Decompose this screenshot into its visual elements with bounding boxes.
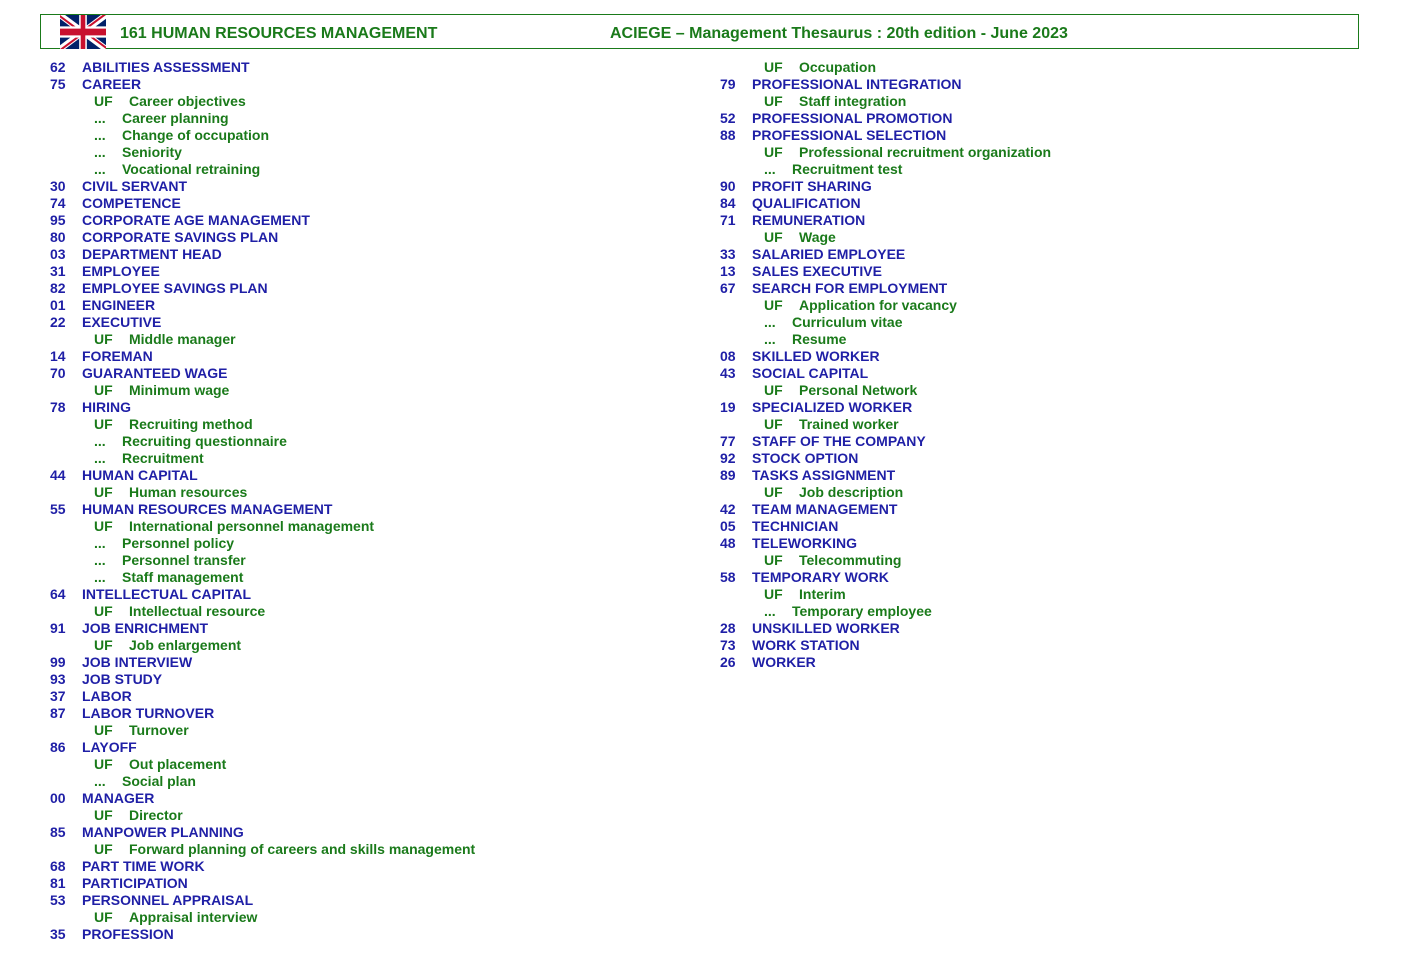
- non-preferred-term: Turnover: [129, 722, 189, 738]
- publication-info: ACIEGE – Management Thesaurus : 20th edition - June 2023: [610, 25, 1068, 42]
- term-label[interactable]: LAYOFF: [82, 739, 137, 755]
- non-preferred-term: Recruiting questionnaire: [122, 433, 287, 449]
- non-preferred-term: Forward planning of careers and skills management: [129, 841, 476, 857]
- continuation-marker: ...: [764, 314, 776, 330]
- uf-marker: UF: [94, 518, 113, 534]
- non-preferred-term: Telecommuting: [799, 552, 902, 568]
- non-preferred-term: Resume: [792, 331, 847, 347]
- term-code: 53: [50, 892, 66, 908]
- non-preferred-term: Intellectual resource: [129, 603, 266, 619]
- term-label[interactable]: DEPARTMENT HEAD: [82, 246, 222, 262]
- uf-marker: UF: [94, 484, 113, 500]
- continuation-marker: ...: [94, 552, 106, 568]
- uf-marker: UF: [764, 144, 783, 160]
- non-preferred-term: Personnel policy: [122, 535, 235, 551]
- term-label[interactable]: PROFESSIONAL SELECTION: [752, 127, 947, 143]
- term-code: 08: [720, 348, 736, 364]
- non-preferred-term: Seniority: [122, 144, 182, 160]
- continuation-marker: ...: [94, 433, 106, 449]
- term-label[interactable]: CIVIL SERVANT: [82, 178, 188, 194]
- uf-marker: UF: [94, 331, 113, 347]
- term-label[interactable]: SKILLED WORKER: [752, 348, 880, 364]
- continuation-marker: ...: [94, 773, 106, 789]
- term-label[interactable]: JOB INTERVIEW: [82, 654, 193, 670]
- non-preferred-term: Personal Network: [799, 382, 918, 398]
- section-title: 161 HUMAN RESOURCES MANAGEMENT: [120, 25, 438, 42]
- term-label[interactable]: SALARIED EMPLOYEE: [752, 246, 906, 262]
- non-preferred-term: Recruitment: [122, 450, 204, 466]
- uf-marker: UF: [764, 93, 783, 109]
- term-code: 95: [50, 212, 66, 228]
- term-code: 01: [50, 297, 66, 313]
- term-code: 68: [50, 858, 66, 874]
- term-code: 81: [50, 875, 66, 891]
- term-code: 71: [720, 212, 736, 228]
- term-code: 77: [720, 433, 736, 449]
- term-code: 93: [50, 671, 66, 687]
- term-label[interactable]: HIRING: [82, 399, 131, 415]
- term-label[interactable]: UNSKILLED WORKER: [752, 620, 900, 636]
- non-preferred-term: Job description: [799, 484, 904, 500]
- continuation-marker: ...: [94, 450, 106, 466]
- uk-flag-icon: [60, 15, 106, 49]
- term-label[interactable]: PARTICIPATION: [82, 875, 188, 891]
- uf-marker: UF: [94, 382, 113, 398]
- term-label[interactable]: EXECUTIVE: [82, 314, 162, 330]
- non-preferred-term: Interim: [799, 586, 846, 602]
- term-label[interactable]: PROFESSIONAL PROMOTION: [752, 110, 953, 126]
- term-code: 88: [720, 127, 736, 143]
- non-preferred-term: Job enlargement: [129, 637, 242, 653]
- uf-marker: UF: [764, 484, 783, 500]
- uf-marker: UF: [764, 297, 783, 313]
- term-code: 42: [720, 501, 736, 517]
- uf-marker: UF: [94, 909, 113, 925]
- term-label[interactable]: PROFIT SHARING: [752, 178, 872, 194]
- non-preferred-term: Professional recruitment organization: [799, 144, 1052, 160]
- term-label[interactable]: STOCK OPTION: [752, 450, 859, 466]
- term-code: 91: [50, 620, 66, 636]
- non-preferred-term: Career planning: [122, 110, 229, 126]
- term-label[interactable]: MANPOWER PLANNING: [82, 824, 244, 840]
- continuation-marker: ...: [94, 569, 106, 585]
- term-code: 48: [720, 535, 736, 551]
- non-preferred-term: Human resources: [129, 484, 248, 500]
- non-preferred-term: Occupation: [799, 59, 877, 75]
- term-code: 03: [50, 246, 66, 262]
- uf-marker: UF: [94, 603, 113, 619]
- term-label[interactable]: SOCIAL CAPITAL: [752, 365, 869, 381]
- term-code: 00: [50, 790, 66, 806]
- continuation-marker: ...: [764, 603, 776, 619]
- uf-marker: UF: [94, 93, 113, 109]
- term-label[interactable]: PERSONNEL APPRAISAL: [82, 892, 254, 908]
- term-label[interactable]: LABOR TURNOVER: [82, 705, 215, 721]
- term-label[interactable]: TEAM MANAGEMENT: [752, 501, 898, 517]
- term-label[interactable]: TECHNICIAN: [752, 518, 839, 534]
- term-code: 05: [720, 518, 736, 534]
- non-preferred-term: Staff management: [122, 569, 244, 585]
- term-code: 99: [50, 654, 66, 670]
- term-label[interactable]: INTELLECTUAL CAPITAL: [82, 586, 252, 602]
- term-code: 75: [50, 76, 66, 92]
- term-code: 33: [720, 246, 736, 262]
- term-code: 55: [50, 501, 66, 517]
- term-label[interactable]: STAFF OF THE COMPANY: [752, 433, 926, 449]
- term-code: 22: [50, 314, 66, 330]
- continuation-marker: ...: [764, 161, 776, 177]
- uf-marker: UF: [94, 756, 113, 772]
- uf-marker: UF: [764, 382, 783, 398]
- uf-marker: UF: [764, 416, 783, 432]
- non-preferred-term: Appraisal interview: [129, 909, 258, 925]
- continuation-marker: ...: [94, 144, 106, 160]
- term-label[interactable]: ABILITIES ASSESSMENT: [82, 59, 250, 75]
- term-code: 74: [50, 195, 66, 211]
- non-preferred-term: Staff integration: [799, 93, 907, 109]
- page-header: [40, 14, 1359, 49]
- non-preferred-term: Social plan: [122, 773, 196, 789]
- uf-marker: UF: [94, 637, 113, 653]
- term-label[interactable]: SALES EXECUTIVE: [752, 263, 882, 279]
- term-label[interactable]: WORK STATION: [752, 637, 860, 653]
- continuation-marker: ...: [94, 110, 106, 126]
- term-code: 85: [50, 824, 66, 840]
- uf-marker: UF: [764, 552, 783, 568]
- non-preferred-term: Director: [129, 807, 183, 823]
- uf-marker: UF: [94, 807, 113, 823]
- term-label[interactable]: TEMPORARY WORK: [752, 569, 889, 585]
- term-code: 37: [50, 688, 66, 704]
- term-code: 89: [720, 467, 736, 483]
- term-label[interactable]: MANAGER: [82, 790, 155, 806]
- term-label[interactable]: HUMAN CAPITAL: [82, 467, 198, 483]
- term-label[interactable]: QUALIFICATION: [752, 195, 861, 211]
- term-code: 58: [720, 569, 736, 585]
- non-preferred-term: Change of occupation: [122, 127, 269, 143]
- term-label[interactable]: ENGINEER: [82, 297, 156, 313]
- term-label[interactable]: TASKS ASSIGNMENT: [752, 467, 896, 483]
- term-label[interactable]: EMPLOYEE: [82, 263, 160, 279]
- term-label[interactable]: JOB ENRICHMENT: [82, 620, 209, 636]
- non-preferred-term: Application for vacancy: [799, 297, 957, 313]
- term-code: 92: [720, 450, 736, 466]
- term-code: 86: [50, 739, 66, 755]
- term-label[interactable]: SPECIALIZED WORKER: [752, 399, 913, 415]
- non-preferred-term: Out placement: [129, 756, 227, 772]
- uf-marker: UF: [94, 416, 113, 432]
- term-label[interactable]: SEARCH FOR EMPLOYMENT: [752, 280, 948, 296]
- uf-marker: UF: [94, 841, 113, 857]
- term-code: 64: [50, 586, 66, 602]
- term-code: 35: [50, 926, 66, 942]
- non-preferred-term: Curriculum vitae: [792, 314, 903, 330]
- uf-marker: UF: [764, 229, 783, 245]
- term-code: 31: [50, 263, 66, 279]
- continuation-marker: ...: [94, 161, 106, 177]
- term-label[interactable]: FOREMAN: [82, 348, 153, 364]
- term-label[interactable]: JOB STUDY: [82, 671, 163, 687]
- term-label[interactable]: EMPLOYEE SAVINGS PLAN: [82, 280, 268, 296]
- non-preferred-term: Career objectives: [129, 93, 246, 109]
- term-code: 14: [50, 348, 66, 364]
- term-code: 79: [720, 76, 736, 92]
- non-preferred-term: Vocational retraining: [122, 161, 261, 177]
- continuation-marker: ...: [764, 331, 776, 347]
- non-preferred-term: Minimum wage: [129, 382, 230, 398]
- term-code: 30: [50, 178, 66, 194]
- term-label[interactable]: COMPETENCE: [82, 195, 181, 211]
- term-code: 70: [50, 365, 66, 381]
- term-code: 73: [720, 637, 736, 653]
- term-code: 67: [720, 280, 736, 296]
- non-preferred-term: Personnel transfer: [122, 552, 246, 568]
- term-code: 19: [720, 399, 736, 415]
- term-label[interactable]: GUARANTEED WAGE: [82, 365, 228, 381]
- continuation-marker: ...: [94, 535, 106, 551]
- term-label[interactable]: CORPORATE SAVINGS PLAN: [82, 229, 279, 245]
- term-code: 84: [720, 195, 736, 211]
- term-code: 80: [50, 229, 66, 245]
- term-label[interactable]: HUMAN RESOURCES MANAGEMENT: [82, 501, 333, 517]
- uf-marker: UF: [764, 586, 783, 602]
- non-preferred-term: International personnel management: [129, 518, 375, 534]
- term-code: 62: [50, 59, 66, 75]
- non-preferred-term: Middle manager: [129, 331, 236, 347]
- term-code: 78: [50, 399, 66, 415]
- term-label[interactable]: LABOR: [82, 688, 132, 704]
- term-label[interactable]: REMUNERATION: [752, 212, 866, 228]
- uf-marker: UF: [94, 722, 113, 738]
- term-code: 28: [720, 620, 736, 636]
- term-code: 82: [50, 280, 66, 296]
- term-code: 13: [720, 263, 736, 279]
- term-code: 26: [720, 654, 736, 670]
- term-code: 90: [720, 178, 736, 194]
- term-code: 43: [720, 365, 736, 381]
- term-label[interactable]: TELEWORKING: [752, 535, 857, 551]
- term-label[interactable]: PART TIME WORK: [82, 858, 205, 874]
- term-code: 52: [720, 110, 736, 126]
- uf-marker: UF: [764, 59, 783, 75]
- non-preferred-term: Wage: [799, 229, 836, 245]
- continuation-marker: ...: [94, 127, 106, 143]
- non-preferred-term: Recruitment test: [792, 161, 903, 177]
- term-code: 87: [50, 705, 66, 721]
- non-preferred-term: Recruiting method: [129, 416, 253, 432]
- term-label[interactable]: CORPORATE AGE MANAGEMENT: [82, 212, 310, 228]
- term-label[interactable]: CAREER: [82, 76, 142, 92]
- term-label[interactable]: PROFESSIONAL INTEGRATION: [752, 76, 962, 92]
- term-label[interactable]: WORKER: [752, 654, 816, 670]
- non-preferred-term: Temporary employee: [792, 603, 932, 619]
- term-code: 44: [50, 467, 66, 483]
- non-preferred-term: Trained worker: [799, 416, 899, 432]
- term-label[interactable]: PROFESSION: [82, 926, 174, 942]
